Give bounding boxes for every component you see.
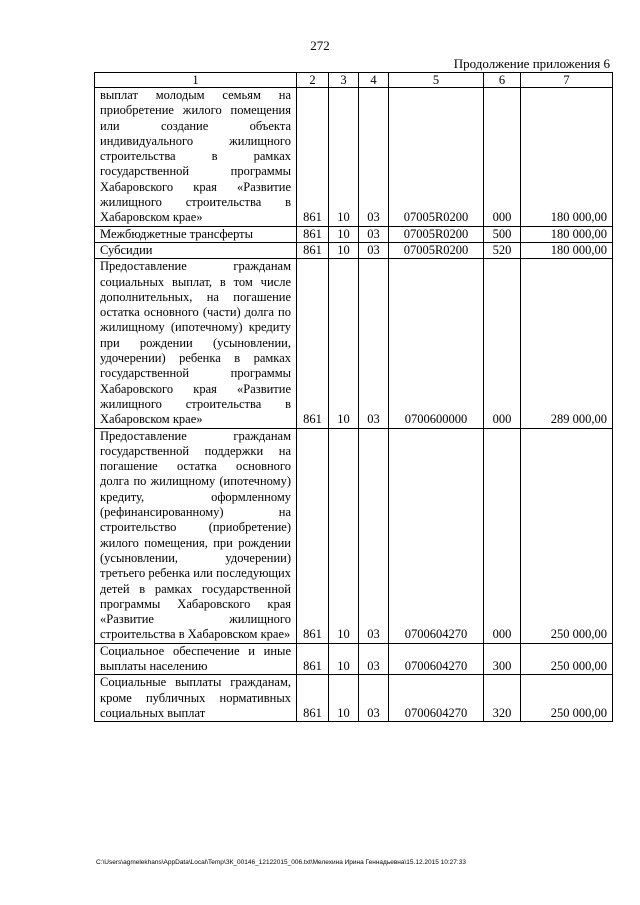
section-code-cell: 10 xyxy=(329,259,359,428)
item-name-cell: Межбюджетные трансферты xyxy=(95,226,297,242)
section-code-cell: 10 xyxy=(329,242,359,258)
item-name-cell: Предоставление гражданам социальных выплат, в том числе дополнительных, на погашение остатка основного (части) долга по жилищному (ипотечному) кредиту при рождении (усыновлении, удочерении) ребенка в рамках государственной программы Хабаровского края «Развитие жилищного строительства в Хабаровском крае» xyxy=(95,259,297,428)
target-item-cell: 07005R0200 xyxy=(389,88,484,227)
table-row xyxy=(95,88,613,227)
amount-cell: 180 000,00 xyxy=(521,226,613,242)
header-cell: 1 xyxy=(95,73,297,88)
target-item-cell: 0700604270 xyxy=(389,643,484,675)
item-name-cell: выплат молодым семьям на приобретение жилого помещения или создание объекта индивидуального жилищного строительства в рамках государственной программы Хабаровского края «Развитие жилищного строительства в Хабаровском крае» xyxy=(95,88,297,227)
section-code-cell: 10 xyxy=(329,428,359,643)
amount-cell: 180 000,00 xyxy=(521,242,613,258)
table-row xyxy=(95,675,613,722)
amount-cell: 250 000,00 xyxy=(521,675,613,722)
ministry-code-cell: 861 xyxy=(297,242,329,258)
expense-type-cell: 000 xyxy=(484,88,521,227)
target-item-cell: 0700600000 xyxy=(389,259,484,428)
amount-cell: 180 000,00 xyxy=(521,88,613,227)
table-row xyxy=(95,643,613,675)
expense-type-cell: 300 xyxy=(484,643,521,675)
header-cell: 6 xyxy=(484,73,521,88)
subsection-code-cell: 03 xyxy=(359,226,389,242)
header-cell: 2 xyxy=(297,73,329,88)
table-row xyxy=(95,226,613,242)
subsection-code-cell: 03 xyxy=(359,259,389,428)
item-name-cell: Субсидии xyxy=(95,242,297,258)
amount-cell: 250 000,00 xyxy=(521,643,613,675)
ministry-code-cell: 861 xyxy=(297,259,329,428)
item-name-cell: Социальные выплаты гражданам, кроме публичных нормативных социальных выплат xyxy=(95,675,297,722)
subsection-code-cell: 03 xyxy=(359,643,389,675)
expense-type-cell: 520 xyxy=(484,242,521,258)
section-code-cell: 10 xyxy=(329,88,359,227)
expense-type-cell: 320 xyxy=(484,675,521,722)
ministry-code-cell: 861 xyxy=(297,675,329,722)
expense-type-cell: 500 xyxy=(484,226,521,242)
ministry-code-cell: 861 xyxy=(297,428,329,643)
target-item-cell: 07005R0200 xyxy=(389,226,484,242)
target-item-cell: 0700604270 xyxy=(389,428,484,643)
section-code-cell: 10 xyxy=(329,675,359,722)
budget-table xyxy=(94,72,613,722)
subsection-code-cell: 03 xyxy=(359,675,389,722)
amount-cell: 250 000,00 xyxy=(521,428,613,643)
item-name-cell: Предоставление гражданам государственной поддержки на погашение остатка основного долга по жилищному (ипотечному) кредиту, оформленному (рефинансированному) на строительство (приобретение) жилого помещения, при рождении (усыновлении, удочерении) третьего ребенка или последующих детей в рамках государственной программы Хабаровского края «Развитие жилищного строительства в Хабаровском крае» xyxy=(95,428,297,643)
table-row xyxy=(95,428,613,643)
item-name-cell: Социальное обеспечение и иные выплаты населению xyxy=(95,643,297,675)
section-code-cell: 10 xyxy=(329,226,359,242)
table-header-row xyxy=(95,73,613,88)
page-number: 272 xyxy=(310,38,330,53)
subsection-code-cell: 03 xyxy=(359,88,389,227)
subsection-code-cell: 03 xyxy=(359,242,389,258)
subsection-code-cell: 03 xyxy=(359,428,389,643)
table-row xyxy=(95,259,613,428)
expense-type-cell: 000 xyxy=(484,259,521,428)
target-item-cell: 0700604270 xyxy=(389,675,484,722)
ministry-code-cell: 861 xyxy=(297,88,329,227)
table-row xyxy=(95,242,613,258)
header-cell: 7 xyxy=(521,73,613,88)
header-cell: 5 xyxy=(389,73,484,88)
target-item-cell: 07005R0200 xyxy=(389,242,484,258)
footer-file-path: C:\Users\agmelekhans\AppData\Local\Temp\ЗК_00146_12122015_006.txt\Мелехина Ирина Геннадьевна\15.12.2015 10:27:33 xyxy=(96,859,466,866)
amount-cell: 289 000,00 xyxy=(521,259,613,428)
expense-type-cell: 000 xyxy=(484,428,521,643)
ministry-code-cell: 861 xyxy=(297,643,329,675)
header-cell: 4 xyxy=(359,73,389,88)
section-code-cell: 10 xyxy=(329,643,359,675)
header-cell: 3 xyxy=(329,73,359,88)
appendix-continuation-label: Продолжение приложения 6 xyxy=(453,56,610,71)
ministry-code-cell: 861 xyxy=(297,226,329,242)
